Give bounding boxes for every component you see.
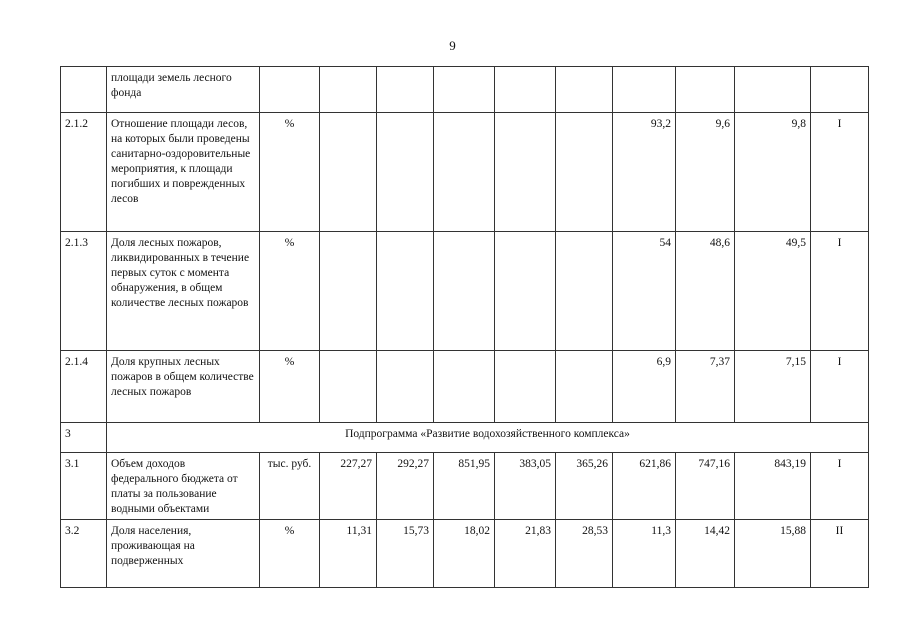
value-cell xyxy=(320,67,377,113)
value-cell: 15,88 xyxy=(735,520,811,588)
indicator-name: Объем доходов федерального бюджета от платы за пользование водными объектами xyxy=(107,453,260,520)
value-cell xyxy=(613,67,676,113)
unit-cell: % xyxy=(260,351,320,423)
value-cell: 11,3 xyxy=(613,520,676,588)
value-cell xyxy=(377,67,434,113)
value-cell xyxy=(377,232,434,351)
value-cell xyxy=(735,67,811,113)
value-cell xyxy=(434,232,495,351)
value-cell: 9,6 xyxy=(676,113,735,232)
indicator-name: Доля населения, проживающая на подверженных xyxy=(107,520,260,588)
table-row xyxy=(61,520,869,588)
value-cell xyxy=(556,351,613,423)
value-cell xyxy=(495,351,556,423)
value-cell: 93,2 xyxy=(613,113,676,232)
value-cell: 21,83 xyxy=(495,520,556,588)
value-cell: 49,5 xyxy=(735,232,811,351)
unit-cell: % xyxy=(260,232,320,351)
value-cell xyxy=(377,113,434,232)
row-code: 3.2 xyxy=(61,520,107,588)
value-cell: 11,31 xyxy=(320,520,377,588)
category-cell: I xyxy=(811,232,869,351)
value-cell: 18,02 xyxy=(434,520,495,588)
row-code: 2.1.3 xyxy=(61,232,107,351)
table-row xyxy=(61,453,869,520)
table-row xyxy=(61,232,869,351)
value-cell: 365,26 xyxy=(556,453,613,520)
value-cell: 292,27 xyxy=(377,453,434,520)
value-cell: 15,73 xyxy=(377,520,434,588)
value-cell: 227,27 xyxy=(320,453,377,520)
value-cell xyxy=(377,351,434,423)
value-cell: 14,42 xyxy=(676,520,735,588)
row-code: 2.1.2 xyxy=(61,113,107,232)
indicators-table xyxy=(60,66,869,588)
value-cell: 7,37 xyxy=(676,351,735,423)
table-row xyxy=(61,351,869,423)
table-row xyxy=(61,67,869,113)
value-cell xyxy=(676,67,735,113)
value-cell: 54 xyxy=(613,232,676,351)
value-cell xyxy=(495,113,556,232)
table-body xyxy=(61,67,869,588)
value-cell xyxy=(320,113,377,232)
unit-cell: тыс. руб. xyxy=(260,453,320,520)
category-cell xyxy=(811,67,869,113)
unit-cell xyxy=(260,67,320,113)
row-code: 3.1 xyxy=(61,453,107,520)
value-cell: 843,19 xyxy=(735,453,811,520)
section-title: Подпрограмма «Развитие водохозяйственного комплекса» xyxy=(107,423,869,453)
indicator-name: Отношение площади лесов, на которых были проведены санитарно-оздоровительные мероприятия, к площади погибших и поврежденных лесов xyxy=(107,113,260,232)
indicator-name: Доля лесных пожаров, ликвидированных в течение первых суток с момента обнаружения, в общем количестве лесных пожаров xyxy=(107,232,260,351)
row-code xyxy=(61,67,107,113)
value-cell: 747,16 xyxy=(676,453,735,520)
value-cell: 851,95 xyxy=(434,453,495,520)
value-cell xyxy=(495,232,556,351)
value-cell xyxy=(434,67,495,113)
value-cell xyxy=(495,67,556,113)
unit-cell: % xyxy=(260,113,320,232)
unit-cell: % xyxy=(260,520,320,588)
value-cell xyxy=(320,232,377,351)
indicator-name: Доля крупных лесных пожаров в общем количестве лесных пожаров xyxy=(107,351,260,423)
value-cell: 7,15 xyxy=(735,351,811,423)
row-code: 3 xyxy=(61,423,107,453)
value-cell: 383,05 xyxy=(495,453,556,520)
value-cell: 48,6 xyxy=(676,232,735,351)
value-cell xyxy=(320,351,377,423)
value-cell: 621,86 xyxy=(613,453,676,520)
row-code: 2.1.4 xyxy=(61,351,107,423)
value-cell xyxy=(434,113,495,232)
value-cell xyxy=(556,113,613,232)
page-number: 9 xyxy=(449,38,456,53)
value-cell: 6,9 xyxy=(613,351,676,423)
category-cell: II xyxy=(811,520,869,588)
value-cell: 28,53 xyxy=(556,520,613,588)
table-row xyxy=(61,113,869,232)
category-cell: I xyxy=(811,113,869,232)
category-cell: I xyxy=(811,351,869,423)
value-cell xyxy=(434,351,495,423)
value-cell xyxy=(556,232,613,351)
section-row xyxy=(61,423,869,453)
category-cell: I xyxy=(811,453,869,520)
value-cell: 9,8 xyxy=(735,113,811,232)
value-cell xyxy=(556,67,613,113)
indicator-name: площади земель лесного фонда xyxy=(107,67,260,113)
